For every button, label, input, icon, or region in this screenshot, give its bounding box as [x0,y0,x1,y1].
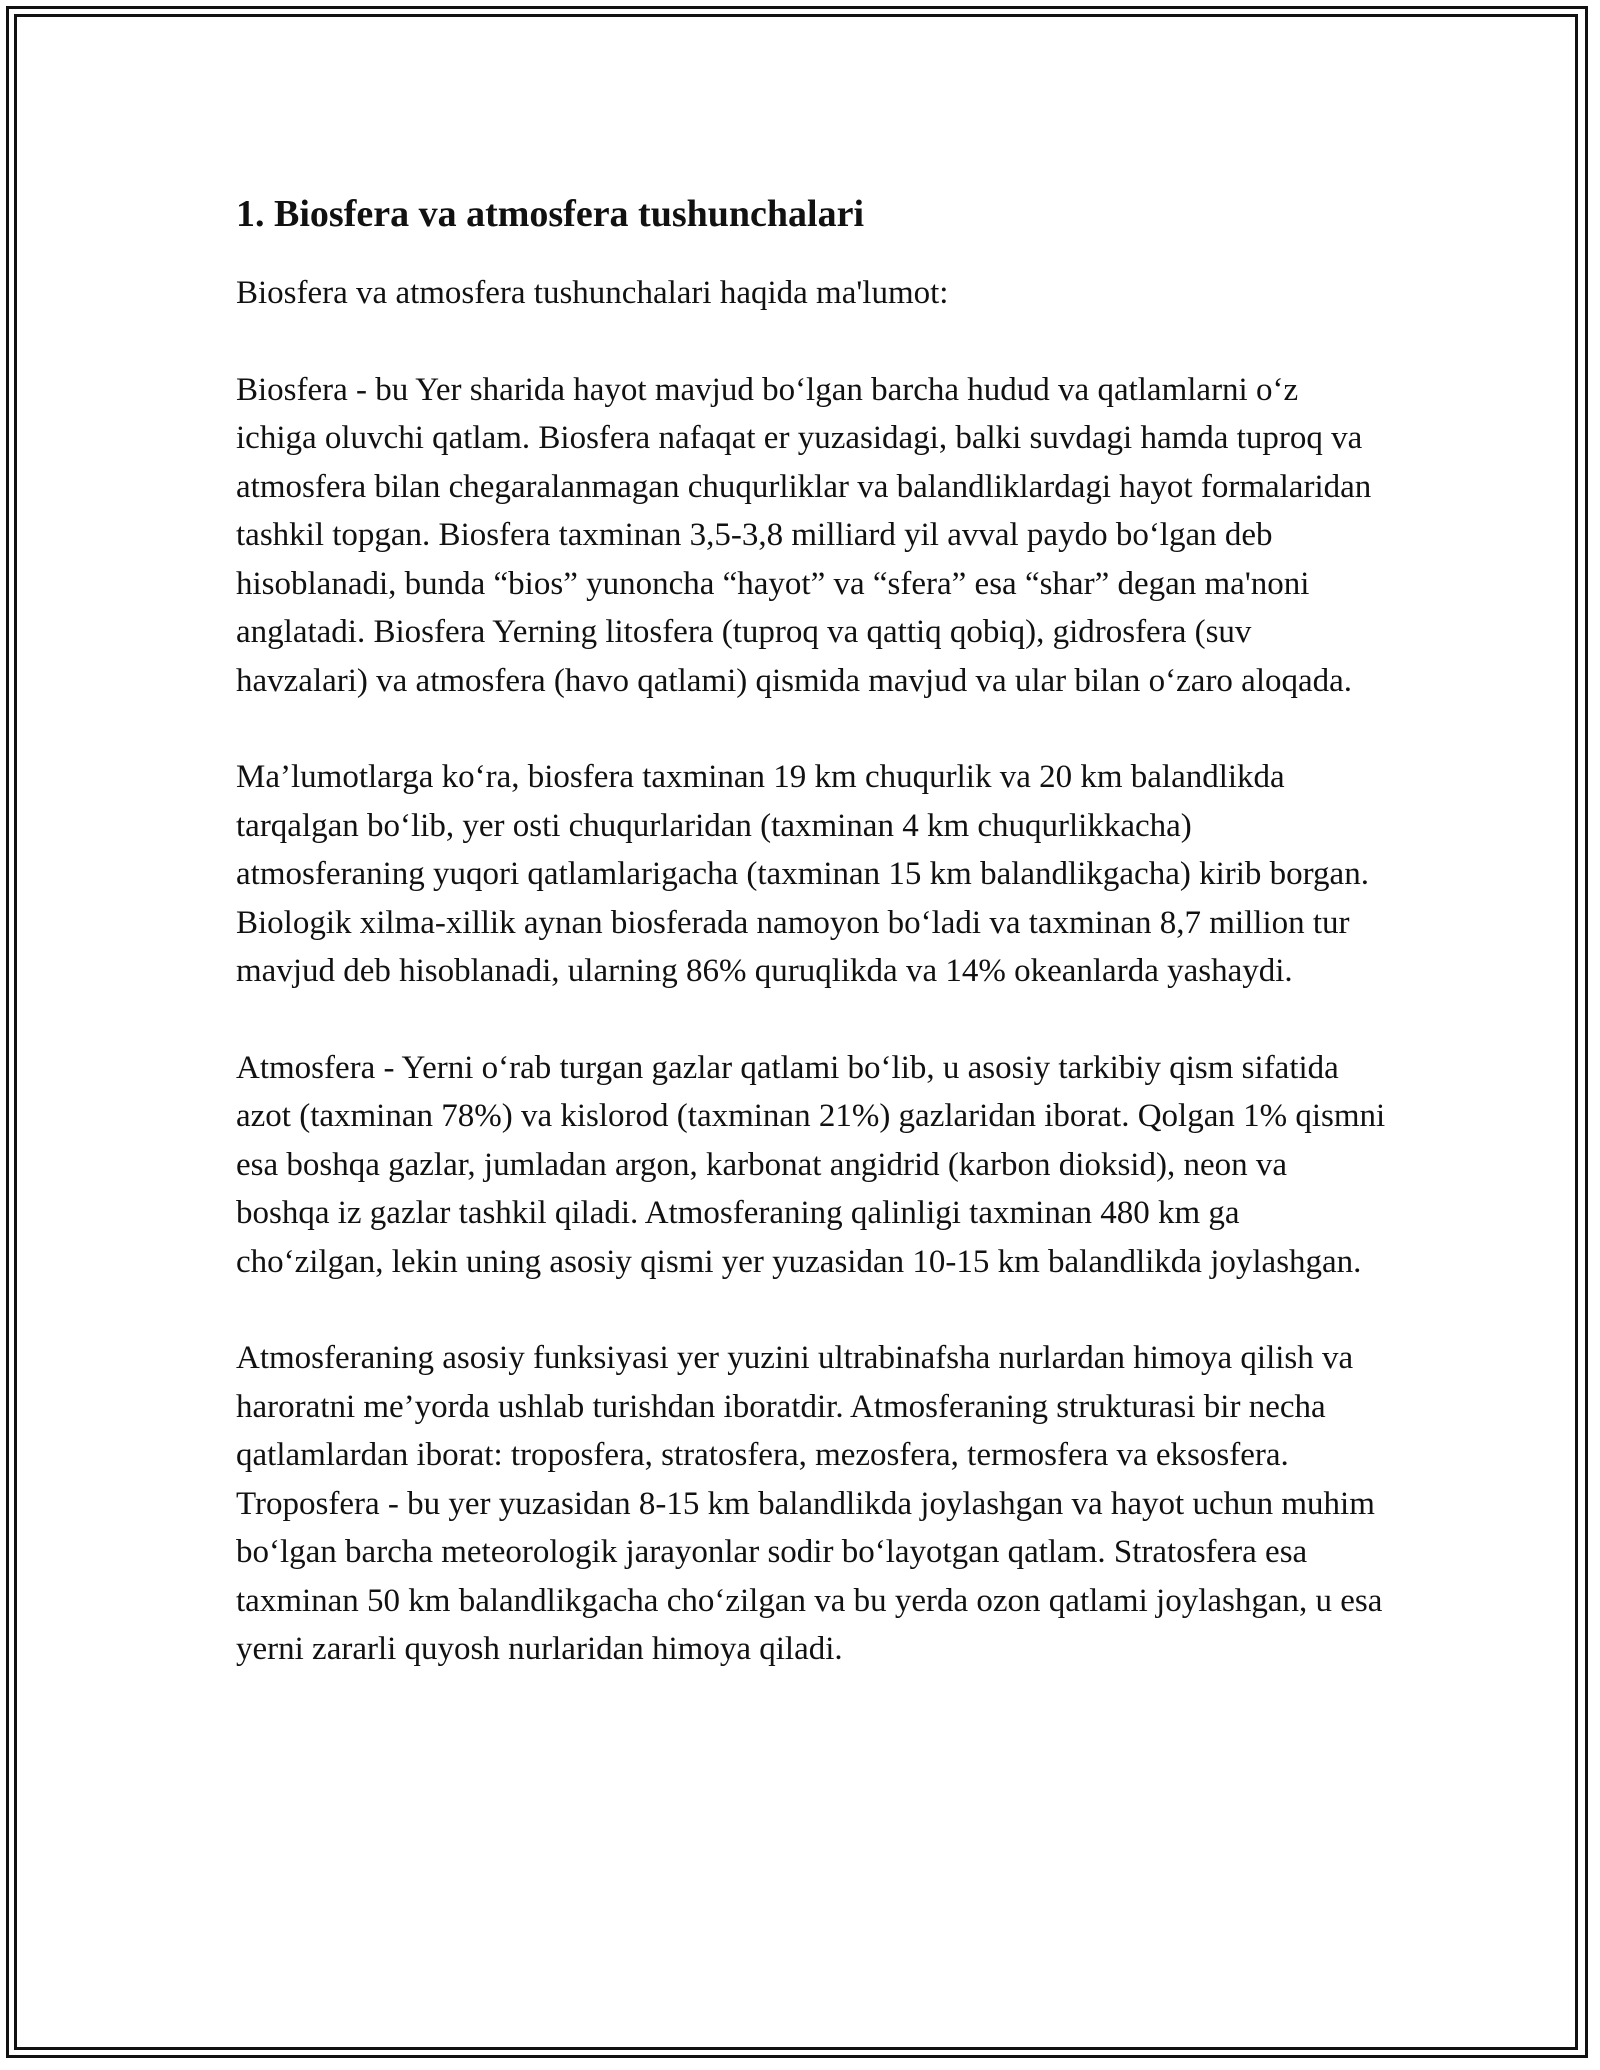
section-heading: 1. Biosfera va atmosfera tushunchalari [236,193,865,235]
intro-paragraph: Biosfera va atmosfera tushunchalari haqida ma'lumot: [236,275,949,311]
paragraph-biosphere-extent: Ma’lumotlarga ko‘ra, biosfera taxminan 19 km chuqurlik va 20 km balandlikda tarqalgan bo‘lib, yer osti chuqurlaridan (taxminan 4 km chuqurlikkacha) atmosferaning yuqori qatlamlarigacha (taxminan 15 km balandlikgacha) kirib borgan. Biologik xilma-xillik aynan biosferada namoyon bo‘ladi va taxminan 8,7 million tur mavjud deb hisoblanadi, ularning 86% quruqlikda va 14% okeanlarda yashaydi. [236,759,1369,989]
paragraph-biosphere-definition: Biosfera - bu Yer sharida hayot mavjud bo‘lgan barcha hudud va qatlamlarni o‘z ichiga oluvchi qatlam. Biosfera nafaqat er yuzasidagi, balki suvdagi hamda tuproq va atmosfera bilan chegaralanmagan chuqurliklar va balandliklardagi hayot formalaridan tashkil topgan. Biosfera taxminan 3,5-3,8 milliard yil avval paydo bo‘lgan deb hisoblanadi, bunda “bios” yunoncha “hayot” va “sfera” esa “shar” degan ma'noni anglatadi. Biosfera Yerning litosfera (tuproq va qattiq qobiq), gidrosfera (suv havzalari) va atmosfera (havo qatlami) qismida mavjud va ular bilan o‘zaro aloqada. [236,371,1372,699]
document-content [236,185,1386,1722]
paragraph-atmosphere-functions: Atmosferaning asosiy funksiyasi yer yuzini ultrabinafsha nurlardan himoya qilish va haroratni me’yorda ushlab turishdan iboratdir. Atmosferaning strukturasi bir necha qatlamlardan iborat: troposfera, stratosfera, mezosfera, termosfera va eksosfera. Troposfera - bu yer yuzasidan 8-15 km balandlikda joylashgan va hayot uchun muhim bo‘lgan barcha meteorologik jarayonlar sodir bo‘layotgan qatlam. Stratosfera esa taxminan 50 km balandlikgacha cho‘zilgan va bu yerda ozon qatlami joylashgan, u esa yerni zararli quyosh nurlaridan himoya qiladi. [236,1340,1383,1667]
paragraph-atmosphere-composition: Atmosfera - Yerni o‘rab turgan gazlar qatlami bo‘lib, u asosiy tarkibiy qism sifatida azot (taxminan 78%) va kislorod (taxminan 21%) gazlaridan iborat. Qolgan 1% qismni esa boshqa gazlar, jumladan argon, karbonat angidrid (karbon dioksid), neon va boshqa iz gazlar tashkil qiladi. Atmosferaning qalinligi taxminan 480 km ga cho‘zilgan, lekin uning asosiy qismi yer yuzasidan 10-15 km balandlikda joylashgan. [236,1049,1386,1280]
